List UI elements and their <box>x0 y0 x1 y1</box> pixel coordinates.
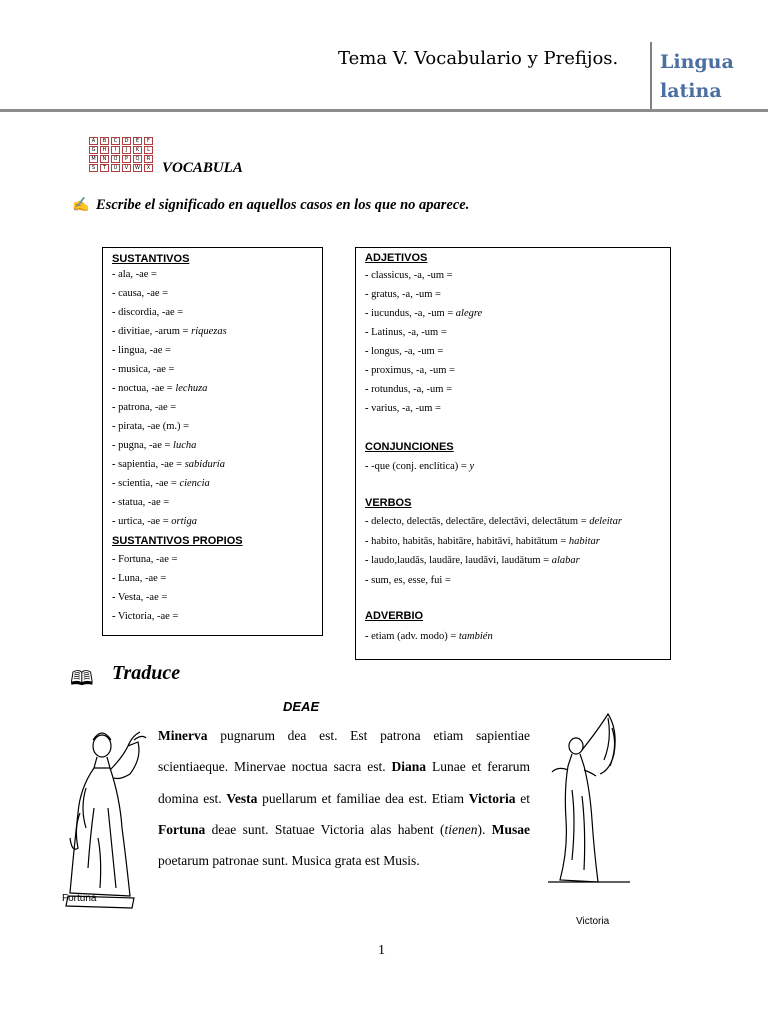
heading-sustantivos-propios: SUSTANTIVOS PROPIOS <box>112 535 243 547</box>
heading-conjunciones: CONJUNCIONES <box>365 441 454 453</box>
vocab-entry <box>112 611 178 622</box>
alphabet-letter: F <box>144 137 153 145</box>
writing-hand-icon: ✍ <box>72 198 90 213</box>
entry-text: lingua, -ae = <box>115 345 171 356</box>
entry-meaning: riquezas <box>191 326 227 337</box>
alphabet-letter: R <box>144 155 153 163</box>
entry-dash: - <box>112 554 116 565</box>
alphabet-letter: E <box>133 137 142 145</box>
header-rule <box>0 109 768 112</box>
heading-sustantivos: SUSTANTIVOS <box>112 253 190 265</box>
alphabet-letter: A <box>89 137 98 145</box>
entry-meaning: alabar <box>551 555 580 566</box>
entry-dash: - <box>365 516 369 527</box>
entry-meaning: habitar <box>568 535 600 547</box>
vocab-entry <box>365 536 600 547</box>
entry-text: causa, -ae = <box>115 288 169 299</box>
entry-text: divitiae, -arum = <box>115 326 192 337</box>
vocab-entry <box>365 516 622 527</box>
conj-entry <box>365 461 474 472</box>
entry-text: noctua, -ae = <box>115 383 176 394</box>
alphabet-letter: W <box>133 164 142 172</box>
alphabet-letter: P <box>122 155 131 163</box>
entry-dash: - <box>365 327 369 338</box>
entry-text: discordia, -ae = <box>115 307 184 318</box>
entry-text: habito, habitās, habitāre, habitāvi, habitātum = <box>368 535 569 547</box>
entry-meaning: también <box>458 631 493 642</box>
alphabet-letter: K <box>133 146 142 154</box>
entry-text: Latinus, -a, -um = <box>368 327 447 338</box>
vocab-entry <box>112 269 157 280</box>
entry-dash: - <box>112 573 116 584</box>
entry-text: rotundus, -a, -um = <box>368 384 452 395</box>
entry-text: ala, -ae = <box>115 269 157 280</box>
vocab-entry <box>365 346 443 357</box>
alphabet-letter: C <box>111 137 120 145</box>
page-header-title: Tema V. Vocabulario y Prefijos. <box>338 48 619 69</box>
word-fortuna: Fortuna <box>158 821 206 837</box>
vocab-entry <box>112 573 166 584</box>
fortuna-caption: Fortuna <box>62 893 97 904</box>
instruction-text: Escribe el significado en aquellos casos en los que no aparece. <box>96 197 470 213</box>
word-tienen: tienen <box>444 821 478 837</box>
entry-dash: - <box>112 478 116 489</box>
vocab-entry <box>365 270 453 281</box>
adverb-entry <box>365 631 493 642</box>
vocab-entry <box>112 592 167 603</box>
entry-text: Luna, -ae = <box>115 573 167 584</box>
passage-text: puellarum et familiae dea est. Etiam <box>257 790 469 806</box>
entry-text: sapientia, -ae = <box>115 459 185 470</box>
alphabet-letter: H <box>100 146 109 154</box>
entry-dash: - <box>365 365 369 376</box>
entry-text: patrona, -ae = <box>115 402 177 413</box>
alphabet-letter: D <box>122 137 131 145</box>
entry-dash: - <box>112 345 116 356</box>
vocab-entry <box>365 403 441 414</box>
entry-text: urtica, -ae = <box>115 516 172 527</box>
word-musae: Musae <box>491 821 530 837</box>
entry-text: delecto, delectās, delectāre, delectāvi, delectātum = <box>368 516 590 527</box>
entry-text: Vesta, -ae = <box>115 592 168 603</box>
passage-text: pugnarum dea est. Est patrona etiam sapientiae scientiaeque. Minervae noctua sacra est. <box>158 728 530 775</box>
alphabet-letter: X <box>144 164 153 172</box>
vocab-entry <box>112 345 171 356</box>
word-victoria: Victoria <box>468 790 516 806</box>
alphabet-letter: J <box>122 146 131 154</box>
vocab-entry <box>112 459 225 470</box>
entry-dash: - <box>112 592 116 603</box>
section-title-vocabula: VOCABULA <box>162 160 243 176</box>
entry-dash: - <box>112 516 116 527</box>
entry-dash: - <box>365 555 369 566</box>
entry-text: pirata, -ae (m.) = <box>115 421 190 432</box>
vocab-entry <box>365 308 482 319</box>
entry-meaning: deleitar <box>589 516 622 527</box>
entry-text: Fortuna, -ae = <box>115 554 178 565</box>
entry-dash: - <box>112 497 116 508</box>
vocab-entry <box>112 326 227 337</box>
heading-verbos: VERBOS <box>365 497 412 509</box>
entry-text: sum, es, esse, fui = <box>368 574 451 586</box>
entry-dash: - <box>365 535 369 547</box>
entry-meaning: y <box>469 461 475 472</box>
vocab-entry <box>365 327 447 338</box>
entry-dash: - <box>365 346 369 357</box>
vocab-entry <box>365 555 580 566</box>
entry-dash: - <box>112 326 116 337</box>
entry-text: classicus, -a, -um = <box>368 270 453 281</box>
vocab-entry <box>112 402 176 413</box>
passage-text: Lunae et ferarum domina est. <box>158 759 530 806</box>
entry-meaning: ciencia <box>179 478 210 489</box>
entry-dash: - <box>365 461 369 472</box>
vocab-entry <box>112 307 183 318</box>
entry-dash: - <box>365 574 369 586</box>
vocab-entry <box>365 289 441 300</box>
open-book-icon: 🕮 <box>70 668 94 690</box>
vocab-entry <box>365 365 455 376</box>
entry-text: longus, -a, -um = <box>368 346 444 357</box>
entry-dash: - <box>112 611 116 622</box>
entry-dash: - <box>112 383 116 394</box>
entry-dash: - <box>112 402 116 413</box>
entry-text: pugna, -ae = <box>115 440 174 451</box>
alphabet-letter: T <box>100 164 109 172</box>
victoria-caption: Victoria <box>576 916 610 927</box>
entry-meaning: lechuza <box>175 383 208 394</box>
alphabet-letter: M <box>89 155 98 163</box>
entry-text: etiam (adv. modo) = <box>368 631 459 642</box>
entry-dash: - <box>365 631 369 642</box>
vocab-entry <box>365 575 451 586</box>
entry-meaning: ortiga <box>171 516 197 527</box>
entry-meaning: alegre <box>455 308 483 319</box>
vocab-entry <box>112 364 174 375</box>
alphabet-letter: U <box>111 164 120 172</box>
alphabet-letter: L <box>144 146 153 154</box>
word-diana: Diana <box>391 759 427 775</box>
alphabet-letter: O <box>111 155 120 163</box>
entry-text: statua, -ae = <box>115 497 170 508</box>
vocab-entry <box>112 288 168 299</box>
entry-dash: - <box>112 269 116 280</box>
latin-passage <box>158 720 530 876</box>
entry-dash: - <box>112 440 116 451</box>
entry-text: iucundus, -a, -um = <box>368 308 456 319</box>
vocab-entry <box>112 383 207 394</box>
vocab-entry <box>112 478 210 489</box>
entry-dash: - <box>112 421 116 432</box>
passage-text: poetarum patronae sunt. Musica grata est Musis. <box>158 853 420 869</box>
passage-text: deae sunt. Statuae Victoria alas habent ( <box>205 821 445 837</box>
entry-dash: - <box>365 403 369 414</box>
entry-text: musica, -ae = <box>115 364 175 375</box>
alphabet-letter: G <box>89 146 98 154</box>
entry-dash: - <box>112 307 116 318</box>
vocab-entry <box>112 516 197 527</box>
brand-line-2: latina <box>660 80 722 102</box>
entry-text: scientia, -ae = <box>115 478 180 489</box>
nouns-box <box>102 247 323 636</box>
section-title-traduce: Traduce <box>112 662 181 684</box>
heading-adverbio: ADVERBIO <box>365 610 424 622</box>
passage-text: et <box>515 790 531 806</box>
fortuna-statue-illustration <box>50 718 160 918</box>
vocab-entry <box>112 554 177 565</box>
alphabet-blocks-icon <box>89 137 153 172</box>
word-minerva: Minerva <box>158 728 208 743</box>
entry-dash: - <box>112 364 116 375</box>
vocab-entry <box>365 384 452 395</box>
entry-text: varius, -a, -um = <box>368 403 441 414</box>
vocab-entry <box>112 440 196 451</box>
alphabet-letter: N <box>100 155 109 163</box>
adjectives-verbs-box <box>355 247 671 660</box>
entry-dash: - <box>365 270 369 281</box>
alphabet-letter: B <box>100 137 109 145</box>
entry-text: proximus, -a, -um = <box>368 365 455 376</box>
brand-line-1: Lingua <box>660 51 734 73</box>
entry-text: -que (conj. enclítica) = <box>368 461 470 472</box>
page-number: 1 <box>378 943 385 958</box>
entry-dash: - <box>365 289 369 300</box>
entry-meaning: lucha <box>173 440 197 451</box>
alphabet-letter: S <box>89 164 98 172</box>
heading-adjetivos: ADJETIVOS <box>365 252 428 264</box>
entry-text: gratus, -a, -um = <box>368 289 441 300</box>
word-vesta: Vesta <box>226 790 258 806</box>
entry-meaning: sabiduría <box>184 459 225 470</box>
entry-text: laudo,laudās, laudāre, laudāvi, laudātum = <box>368 555 552 566</box>
passage-text: ). <box>477 821 492 837</box>
vocab-entry <box>112 421 189 432</box>
entry-dash: - <box>112 288 116 299</box>
victoria-statue-illustration <box>538 710 638 892</box>
alphabet-letter: I <box>111 146 120 154</box>
entry-dash: - <box>365 384 369 395</box>
passage-title: DEAE <box>283 699 320 714</box>
entry-dash: - <box>112 459 116 470</box>
entry-text: Victoria, -ae = <box>115 611 179 622</box>
alphabet-letter: Q <box>133 155 142 163</box>
vocab-entry <box>112 497 169 508</box>
header-brand <box>660 48 740 106</box>
header-divider <box>650 42 652 111</box>
entry-dash: - <box>365 308 369 319</box>
alphabet-letter: V <box>122 164 131 172</box>
